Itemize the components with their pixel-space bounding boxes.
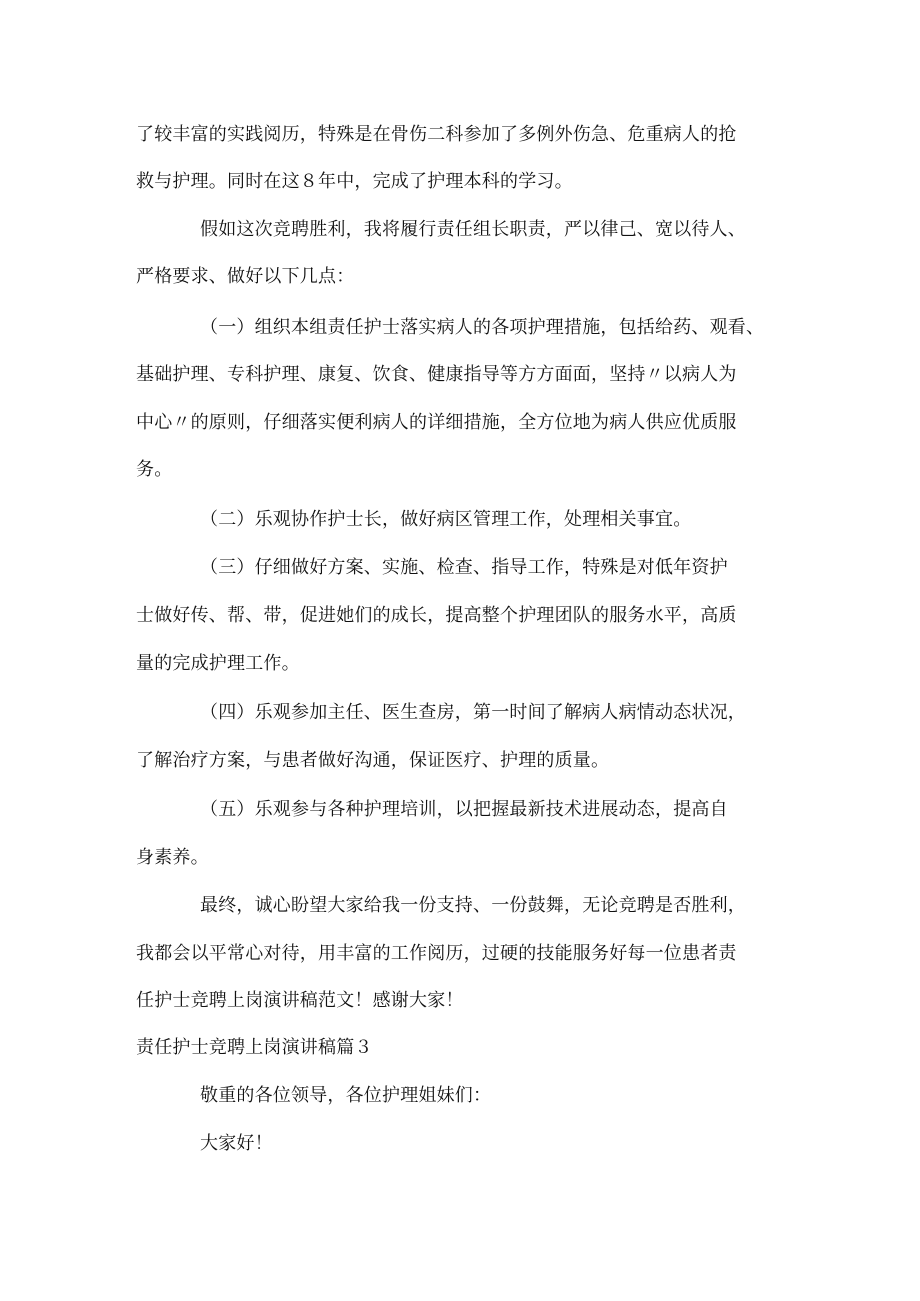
- text-line: 了解治疗方案，与患者做好沟通，保证医疗、护理的质量。: [136, 750, 610, 771]
- text-line: 救与护理。同时在这８年中，完成了护理本科的学习。: [136, 171, 573, 192]
- text-line: 身素养。: [136, 847, 209, 868]
- text-line: 假如这次竞聘胜利，我将履行责任组长职责，严以律己、宽以待人、: [200, 219, 746, 240]
- text-line: （四）乐观参加主任、医生查房，第一时间了解病人病情动态状况，: [200, 702, 746, 723]
- text-line: （一）组织本组责任护士落实病人的各项护理措施，包括给药、观看、: [200, 317, 765, 338]
- text-line: 敬重的各位领导，各位护理姐妹们：: [200, 1085, 492, 1106]
- text-line: 量的完成护理工作。: [136, 653, 300, 674]
- text-line: 了较丰富的实践阅历，特殊是在骨伤二科参加了多例外伤急、危重病人的抢: [136, 124, 737, 145]
- text-line: 中心〃的原则，仔细落实便利病人的详细措施，全方位地为病人供应优质服: [136, 412, 737, 433]
- text-line: （三）仔细做好方案、实施、检查、指导工作，特殊是对低年资护: [200, 557, 728, 578]
- text-line: 最终，诚心盼望大家给我一份支持、一份鼓舞，无论竞聘是否胜利，: [200, 895, 746, 916]
- text-line: 我都会以平常心对待，用丰富的工作阅历，过硬的技能服务好每一位患者责: [136, 943, 737, 964]
- text-line: 严格要求、做好以下几点：: [136, 266, 355, 287]
- text-line: （二）乐观协作护士长，做好病区管理工作，处理相关事宜。: [200, 509, 692, 530]
- text-line: 基础护理、专科护理、康复、饮食、健康指导等方方面面，坚持〃以病人为: [136, 364, 737, 385]
- text-line: 务。: [136, 459, 173, 480]
- section-heading: 责任护士竞聘上岗演讲稿篇３: [136, 1037, 373, 1058]
- text-line: 任护士竞聘上岗演讲稿范文！感谢大家！: [136, 990, 464, 1011]
- text-line: 大家好！: [200, 1133, 273, 1154]
- text-line: （五）乐观参与各种护理培训，以把握最新技术进展动态，提高自: [200, 799, 728, 820]
- text-line: 士做好传、帮、带，促进她们的成长，提高整个护理团队的服务水平，高质: [136, 605, 737, 626]
